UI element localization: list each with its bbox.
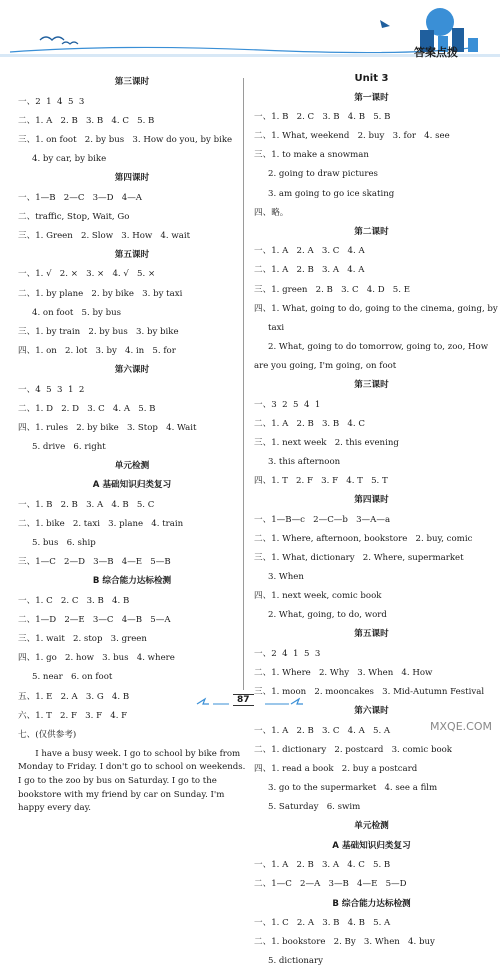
section-heading: 单元检测	[354, 821, 389, 832]
answer-line: 2. What, going, to do, word	[268, 610, 387, 621]
answer-line: 二、1. bike 2. taxi 3. plane 4. train	[18, 519, 184, 530]
answer-line: 四、略。	[254, 207, 289, 218]
section-heading: 单元检测	[114, 460, 150, 471]
answer-line: 5. Saturday 6. swim	[268, 802, 361, 813]
answer-line: 四、1. next week, comic book	[254, 591, 382, 602]
answer-line: 三、1. next week 2. this evening	[254, 437, 399, 448]
answer-line: 一、2 1 4 5 3	[18, 96, 85, 107]
unit-title: Unit 3	[354, 73, 389, 84]
right-column	[254, 72, 498, 974]
answer-line: 三、1. What, dictionary 2. Where, supermarket	[254, 552, 464, 563]
answer-line: 一、1. C 2. A 3. B 4. B 5. A	[254, 918, 391, 929]
watermark: MXQE.COM	[430, 720, 492, 733]
answer-line: taxi	[268, 322, 285, 333]
answer-line: 一、1—B—c 2—C—b 3—A—a	[254, 514, 391, 525]
answer-line: 二、1—D 2—E 3—C 4—B 5—A	[18, 615, 171, 626]
answer-line: 六、1. T 2. F 3. F 4. F	[18, 710, 128, 721]
answer-line: 五、1. E 2. A 3. G 4. B	[18, 691, 130, 702]
bird-icon	[40, 37, 64, 40]
answer-line: 一、2 4 1 5 3	[254, 648, 321, 659]
answer-line: 三、1—C 2—D 3—B 4—E 5—B	[18, 557, 171, 568]
answer-paragraph-line: I go to the zoo by bus on Saturday. I go to the	[18, 775, 217, 786]
answer-paragraph-line: Monday to Friday. I don't go to school on weekends.	[18, 762, 246, 773]
page-number: 87	[233, 694, 254, 706]
section-heading: 第三课时	[114, 77, 150, 87]
answer-line: 3. am going to go ice skating	[268, 188, 395, 199]
bird-icon	[291, 699, 303, 704]
section-heading: 第一课时	[354, 92, 389, 103]
answer-paragraph-line: bookstore with my friend by car on Sunday. I'm	[18, 789, 225, 800]
answer-line: 四、1. read a book 2. buy a postcard	[254, 763, 418, 774]
bird-icon	[197, 699, 209, 704]
answer-line: 一、1. C 2. C 3. B 4. B	[18, 596, 130, 607]
answer-line: 一、1—B 2—C 3—D 4—A	[18, 192, 143, 203]
header-title: 答案点拨	[414, 46, 458, 59]
answer-line: 一、1. A 2. B 3. A 4. C 5. B	[254, 860, 391, 871]
answer-line: 二、1. What, weekend 2. buy 3. for 4. see	[254, 131, 450, 142]
page-header	[0, 0, 500, 62]
answer-line: 5. bus 6. ship	[32, 538, 96, 549]
answer-line: 二、1. A 2. B 3. B 4. C	[254, 418, 365, 429]
answer-line: 二、traffic, Stop, Wait, Go	[18, 211, 130, 222]
section-heading: 第五课时	[114, 249, 150, 260]
page-footer	[195, 692, 305, 712]
building-icon	[468, 38, 478, 52]
answer-line: 5. near 6. on foot	[32, 672, 113, 683]
answer-line: 七、(仅供参考)	[18, 729, 77, 740]
answer-line: 三、1. on foot 2. by bus 3. How do you, by bike	[18, 134, 233, 145]
answer-line: 二、1. bookstore 2. By 3. When 4. buy	[254, 937, 435, 948]
answer-line: 二、1. dictionary 2. postcard 3. comic book	[254, 744, 453, 755]
answer-line: 三、1. by train 2. by bus 3. by bike	[18, 326, 179, 337]
header-wave-line	[10, 47, 470, 52]
answer-line: 四、1. go 2. how 3. bus 4. where	[18, 653, 175, 664]
answer-line: 一、1. A 2. B 3. C 4. A 5. A	[254, 725, 391, 736]
answer-line: 二、1. D 2. D 3. C 4. A 5. B	[18, 403, 156, 414]
answer-line: 四、1. rules 2. by bike 3. Stop 4. Wait	[18, 422, 197, 433]
section-heading: 第六课时	[354, 706, 389, 717]
answer-line: 5. dictionary	[268, 956, 323, 967]
answer-line: 四、1. T 2. F 3. F 4. T 5. T	[254, 475, 388, 486]
answer-line: 二、1. Where 2. Why 3. When 4. How	[254, 667, 433, 678]
answer-line: 三、1. moon 2. mooncakes 3. Mid-Autumn Festival	[254, 687, 485, 697]
answer-line: 4. on foot 5. by bus	[32, 307, 122, 318]
answer-line: 二、1. Where, afternoon, bookstore 2. buy, comic	[254, 533, 473, 544]
answer-line: 2. What, going to do tomorrow, going to, zoo, How	[268, 341, 489, 352]
answer-line: 一、1. B 2. C 3. B 4. B 5. B	[254, 112, 391, 123]
section-heading: 第五课时	[354, 629, 389, 640]
answer-line: 2. going to draw pictures	[268, 169, 378, 180]
section-heading: A 基础知识归类复习	[92, 480, 172, 491]
section-heading: A 基础知识归类复习	[332, 840, 411, 851]
answer-line: 3. When	[268, 571, 304, 582]
section-heading: 第六课时	[114, 364, 150, 375]
answer-line: 二、1. by plane 2. by bike 3. by taxi	[18, 288, 183, 299]
answer-line: 一、3 2 5 4 1	[254, 399, 321, 410]
answer-line: 一、4 5 3 1 2	[18, 384, 85, 395]
answer-line: 四、1. on 2. lot 3. by 4. in 5. for	[18, 345, 176, 356]
answer-line: 三、1. to make a snowman	[254, 150, 369, 161]
answer-paragraph-line: happy every day.	[18, 803, 92, 814]
bird-icon	[380, 20, 390, 28]
answer-line: 二、1—C 2—A 3—B 4—E 5—D	[254, 879, 407, 890]
answer-line: 三、1. Green 2. Slow 3. How 4. wait	[18, 230, 191, 241]
answer-line: 3. go to the supermarket 4. see a film	[268, 782, 438, 793]
answer-line: 三、1. wait 2. stop 3. green	[18, 634, 147, 645]
answer-line: 一、1. √ 2. × 3. × 4. √ 5. ×	[18, 269, 156, 280]
answer-line: 二、1. A 2. B 3. B 4. C 5. B	[18, 115, 155, 126]
answer-line: 4. by car, by bike	[32, 153, 107, 164]
answer-line: are you going, I'm going, on foot	[254, 360, 397, 371]
section-heading: 第四课时	[354, 495, 389, 506]
column-divider	[243, 78, 244, 690]
answer-line: 四、1. What, going to do, going to the cinema, going, by	[254, 303, 498, 314]
section-heading: 第二课时	[354, 226, 389, 237]
answer-line: 二、1. A 2. B 3. A 4. A	[254, 265, 365, 276]
section-heading: B 综合能力达标检测	[92, 576, 172, 587]
bird-icon	[62, 42, 78, 44]
answer-line: 三、1. green 2. B 3. C 4. D 5. E	[254, 284, 410, 295]
answer-line: 一、1. A 2. A 3. C 4. A	[254, 246, 365, 257]
section-heading: B 综合能力达标检测	[332, 898, 411, 909]
answer-line: 3. this afternoon	[268, 456, 341, 467]
answer-line: 一、1. B 2. B 3. A 4. B 5. C	[18, 500, 155, 511]
section-heading: 第三课时	[354, 380, 389, 390]
answer-paragraph-line: I have a busy week. I go to school by bike from	[35, 748, 241, 759]
section-heading: 第四课时	[114, 172, 150, 183]
answer-line: 5. drive 6. right	[32, 441, 106, 452]
